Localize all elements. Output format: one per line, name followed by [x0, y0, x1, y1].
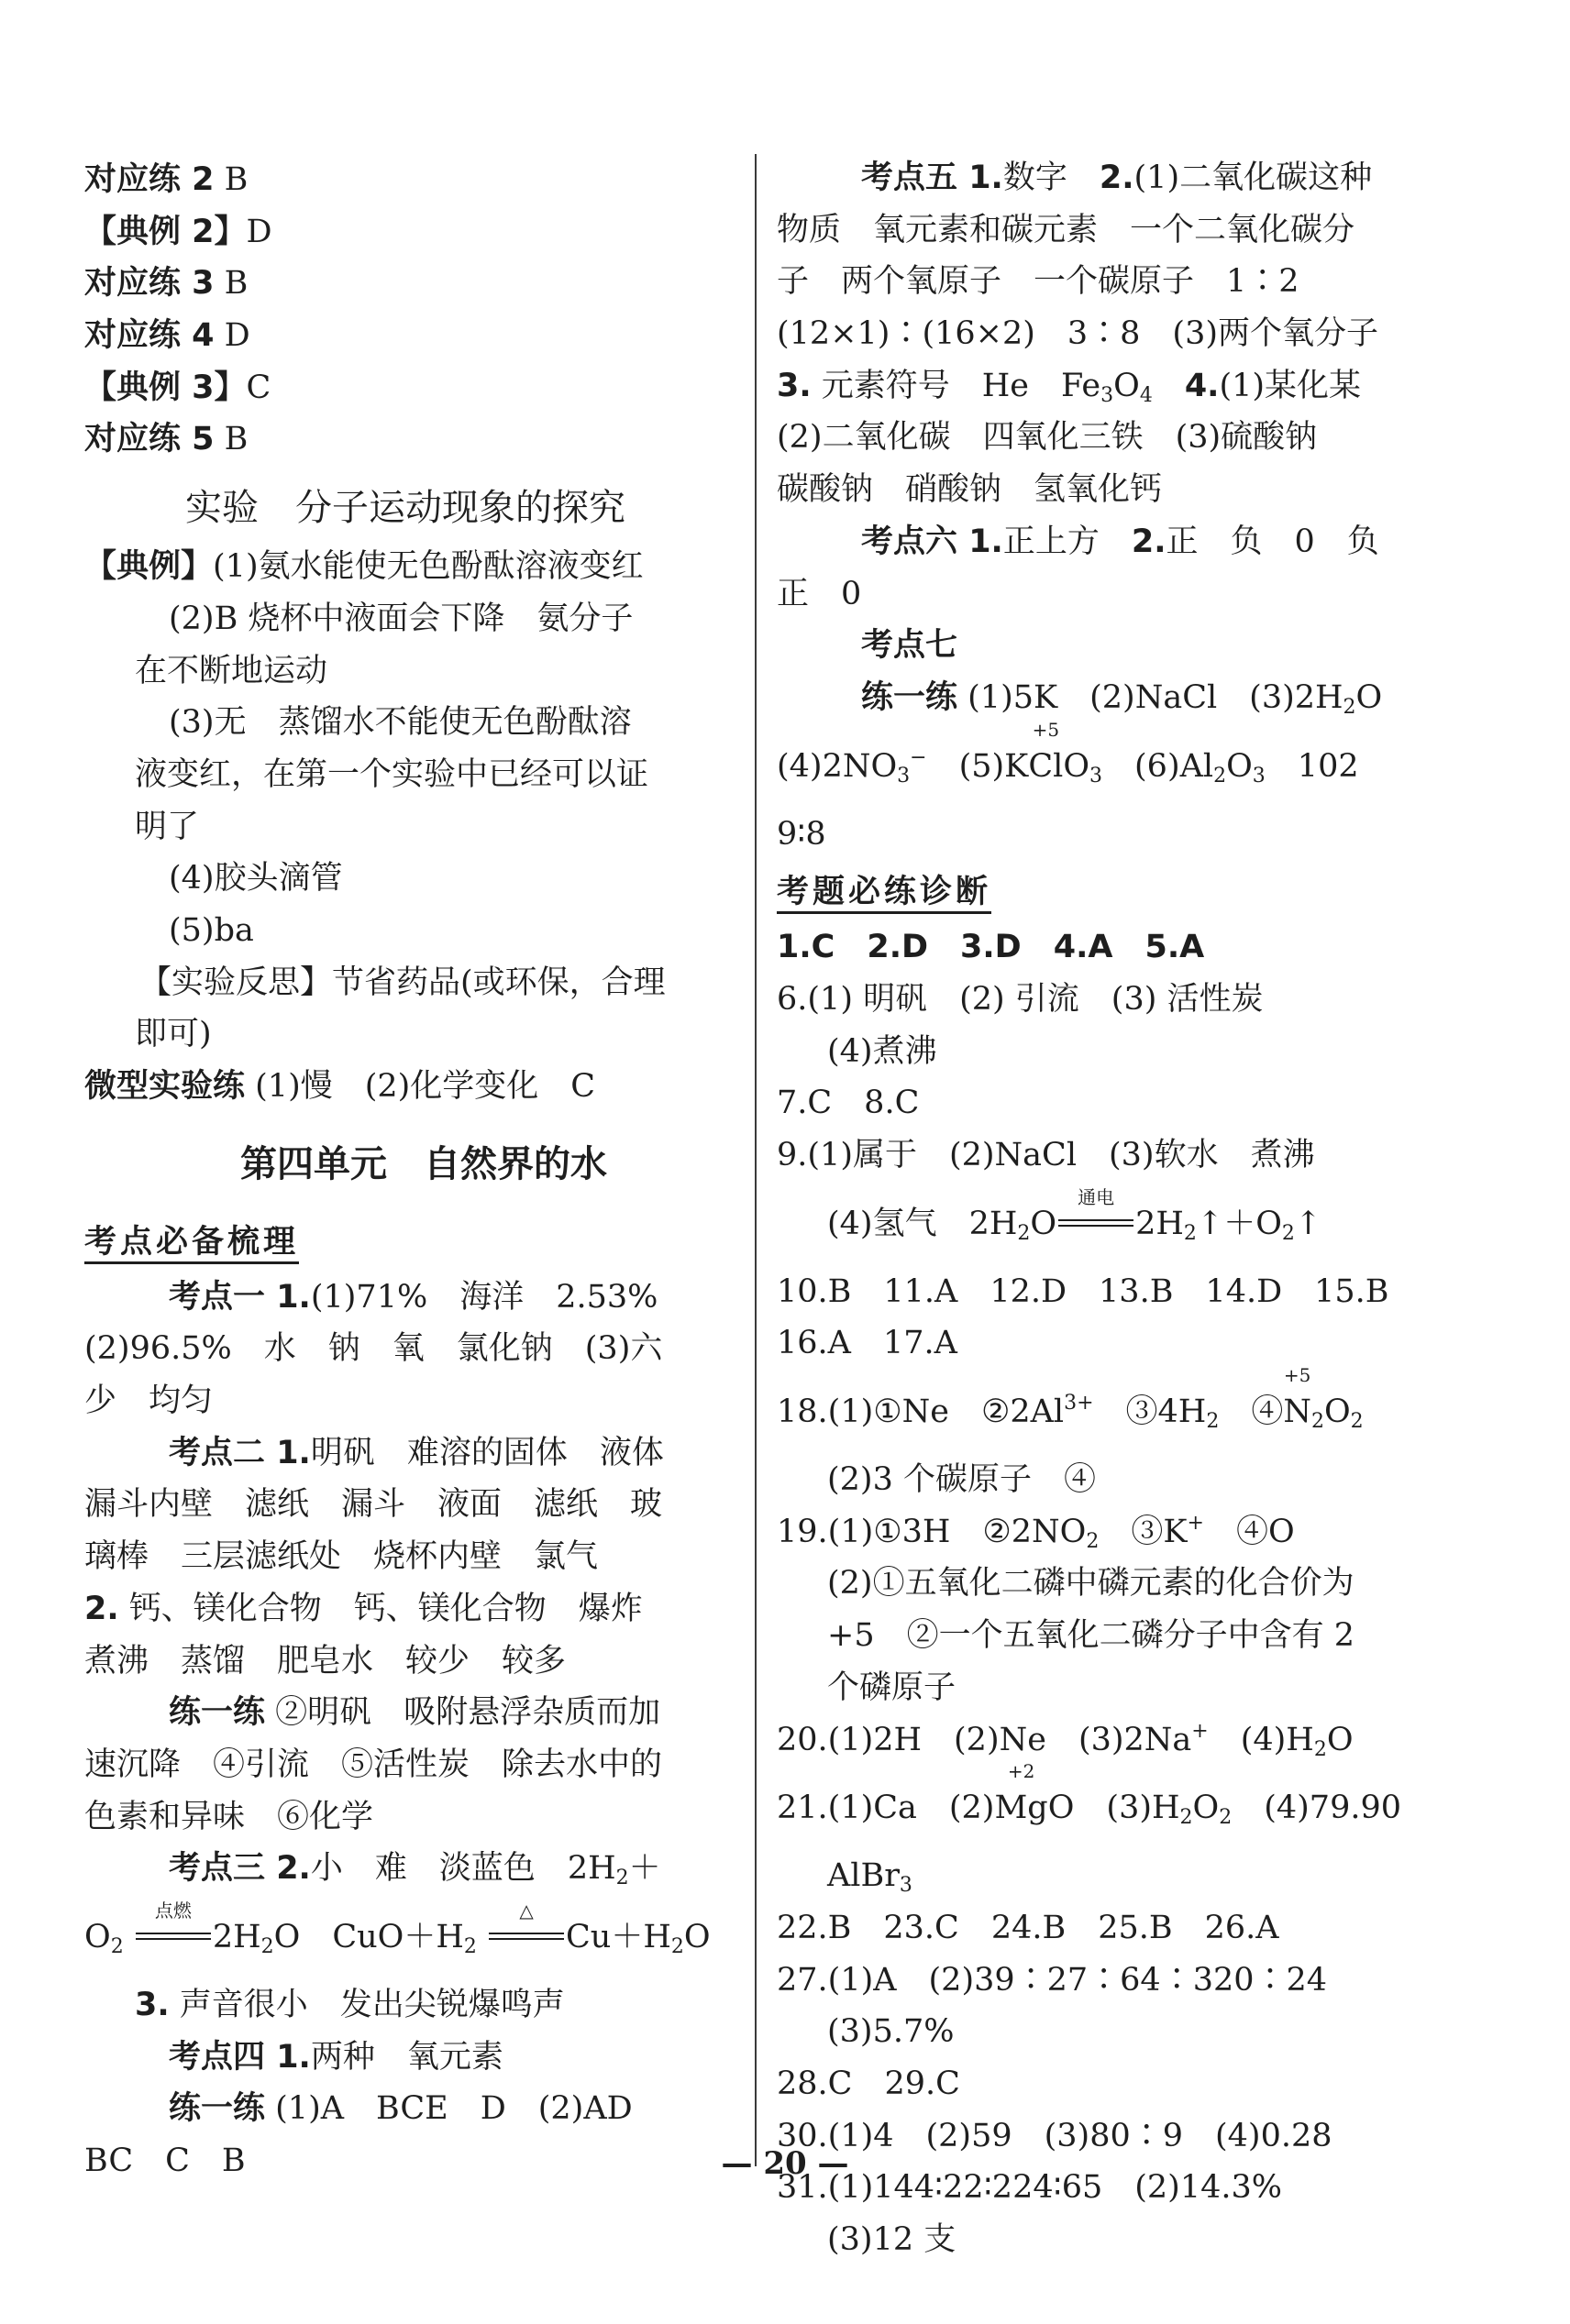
answer-line: 1.C 2.D 3.D 4.A 5.A [777, 929, 1205, 966]
answer-line: +5 ②一个五氧化二磷分子中含有 2 [827, 1617, 1354, 1655]
answer-line: 27.(1)A (2)39∶27∶64∶320∶24 [777, 1961, 1328, 1999]
section-heading: 考点必备梳理 [84, 1223, 299, 1264]
answer-line: 22.B 23.C 24.B 25.B 26.A [777, 1909, 1279, 1946]
right-column [777, 152, 1455, 2266]
answer-line: AlBr$_3$ [827, 1857, 912, 1898]
section-heading: 考题必练诊断 [777, 873, 991, 914]
answer-line: 对应练 4 D [84, 317, 250, 355]
answer-line: 3. 声音很小 发出尖锐爆鸣声 [135, 1986, 565, 2023]
answer-line: 30.(1)4 (2)59 (3)80∶9 (4)0.28 [777, 2117, 1332, 2154]
answer-line: 9.(1)属于 (2)NaCl (3)软水 煮沸 [777, 1137, 1315, 1173]
answer-line: 10.B 11.A 12.D 13.B 14.D 15.B [777, 1272, 1389, 1310]
answer-line: (2)3 个碳原子 ④ [827, 1461, 1096, 1499]
answer-line: 即可) [135, 1016, 212, 1053]
answer-line: 碳酸钠 硝酸钠 氢氧化钙 [777, 471, 1163, 509]
answer-line: 正 0 [777, 575, 862, 612]
answer-line: 【典例 3】C [84, 369, 271, 406]
answer-line: 19.(1)①3H $②2NO_2$ ③K+ ④O [777, 1511, 1295, 1553]
reaction-condition-arrow: 点燃 [134, 1929, 213, 1947]
answer-line: (2)B 烧杯中液面会下降 氨分子 [169, 600, 634, 637]
answer-line: 少 均匀 [84, 1382, 214, 1420]
answer-line: 考点四 1.两种 氧元素 [169, 2038, 503, 2076]
answer-line: 液变红，在第一个实验中已经可以证 [135, 755, 649, 793]
answer-line: 6.(1) 明矾 (2) 引流 (3) 活性炭 [777, 980, 1264, 1018]
answer-line: 16.A 17.A [777, 1325, 957, 1362]
reaction-condition-arrow: △ [487, 1929, 566, 1947]
answer-line: 漏斗内壁 滤纸 漏斗 液面 滤纸 玻 [84, 1486, 663, 1524]
answer-line: 2. 钙、镁化合物 钙、镁化合物 爆炸 [84, 1590, 643, 1627]
answer-line: (2)①五氧化二磷中磷元素的化合价为 [827, 1565, 1354, 1603]
experiment-title: 实验 分子运动现象的探究 [185, 487, 625, 530]
answer-line: 【实验反思】节省药品(或环保，合理 [139, 964, 666, 1001]
answer-line: 练一练 (1)5K (2)NaCl $(3)2H_2O$ [861, 678, 1383, 719]
answer-line: 练一练 ②明矾 吸附悬浮杂质而加 [169, 1694, 661, 1732]
answer-line: 考点六 1.正上方 2.正 负 0 负 [861, 523, 1379, 560]
answer-line: $(4)2NO_3^-$ (5)K +5 ClO$_3$ $(6)Al_2O_3$ 102 [777, 718, 1359, 788]
answer-line: 21.(1)Ca (2) +2 MgO $(3)H_2O_2$ (4)79.90 [777, 1760, 1401, 1830]
answer-line: 考点一 1.(1)71% 海洋 2.53% [169, 1278, 658, 1316]
answer-line: 9∶8 [777, 815, 826, 853]
answer-line: 对应练 3 B [84, 265, 249, 303]
answer-line: 璃棒 三层滤纸处 烧杯内壁 氯气 [84, 1538, 599, 1576]
answer-line: 明了 [135, 808, 200, 845]
answer-line: 微型实验练 (1)慢 (2)化学变化 C [84, 1068, 596, 1105]
answer-line: 3. 元素符号 He $Fe_3O_4$ 4.(1)某化某 [777, 367, 1362, 407]
answer-line: 练一练 (1)A BCE D (2)AD [169, 2090, 633, 2128]
answer-line: 煮沸 蒸馏 肥皂水 较少 较多 [84, 1642, 567, 1680]
answer-line: 考点三 2.小 难 淡蓝色 $2H_2+$ [169, 1850, 661, 1890]
answer-line: (2)96.5% 水 钠 氧 氯化钠 (3)六 [84, 1330, 663, 1368]
answer-line: 28.C 29.C [777, 2065, 960, 2102]
equation-line: (4)氢气 $2H_2O$ 通电 $2H_2↑+O_2↑$ [827, 1186, 1322, 1245]
page-number: — 20 — [721, 2145, 849, 2182]
left-column [84, 154, 763, 2187]
answer-line: 在不断地运动 [135, 652, 328, 689]
answer-line: (3)12 支 [827, 2221, 956, 2258]
answer-line: 31.(1)144∶22∶224∶65 (2)14.3% [777, 2169, 1283, 2207]
answer-line: 考点五 1.数字 2.(1)二氧化碳这种 [861, 160, 1373, 196]
reaction-condition-arrow: 通电 [1056, 1216, 1135, 1234]
answer-line: 18.(1)①Ne $②2Al^{3+}$ $③4H_2$ ④ +5 $N_2O_2$ [777, 1364, 1364, 1434]
answer-line: 物质 氧元素和碳元素 一个二氧化碳分 [777, 211, 1355, 248]
answer-line: 【典例 2】D [84, 213, 272, 250]
answer-line: 7.C 8.C [777, 1085, 920, 1122]
answer-line: (2)二氧化碳 四氧化三铁 (3)硫酸钠 [777, 419, 1318, 457]
answer-line: 色素和异味 ⑥化学 [84, 1798, 374, 1835]
answer-line: 速沉降 ④引流 ⑤活性炭 除去水中的 [84, 1746, 663, 1783]
answer-line: 对应练 2 B [84, 161, 249, 198]
answer-line: (4)胶头滴管 [169, 860, 343, 898]
answer-line: (12×1)∶(16×2) 3∶8 (3)两个氧分子 [777, 315, 1378, 353]
answer-line: 子 两个氧原子 一个碳原子 1∶2 [777, 263, 1299, 301]
answer-line: (3)5.7% [827, 2013, 955, 2051]
answer-line: 对应练 5 B [84, 421, 249, 458]
equation-line: $O_2$ 点燃 $2H_2O$ $CuO+H_2$ △ $Cu+H_2O$ [84, 1900, 711, 1958]
answer-line: (3)无 蒸馏水不能使无色酚酞溶 [169, 704, 632, 742]
answer-line: 个磷原子 [827, 1669, 956, 1706]
answer-line: 【典例】(1)氨水能使无色酚酞溶液变红 [84, 548, 644, 586]
answer-line: (4)煮沸 [827, 1032, 937, 1070]
answer-line: (5)ba [169, 911, 254, 949]
answer-line: 20.(1)2H (2)Ne (3)2Na+ $(4)H_2O$ [777, 1719, 1354, 1761]
answer-line: BC C B [84, 2142, 246, 2179]
answer-line: 考点七 [861, 627, 958, 665]
unit-title: 第四单元 自然界的水 [240, 1142, 607, 1185]
answer-line: 考点二 1.明矾 难溶的固体 液体 [169, 1434, 664, 1471]
